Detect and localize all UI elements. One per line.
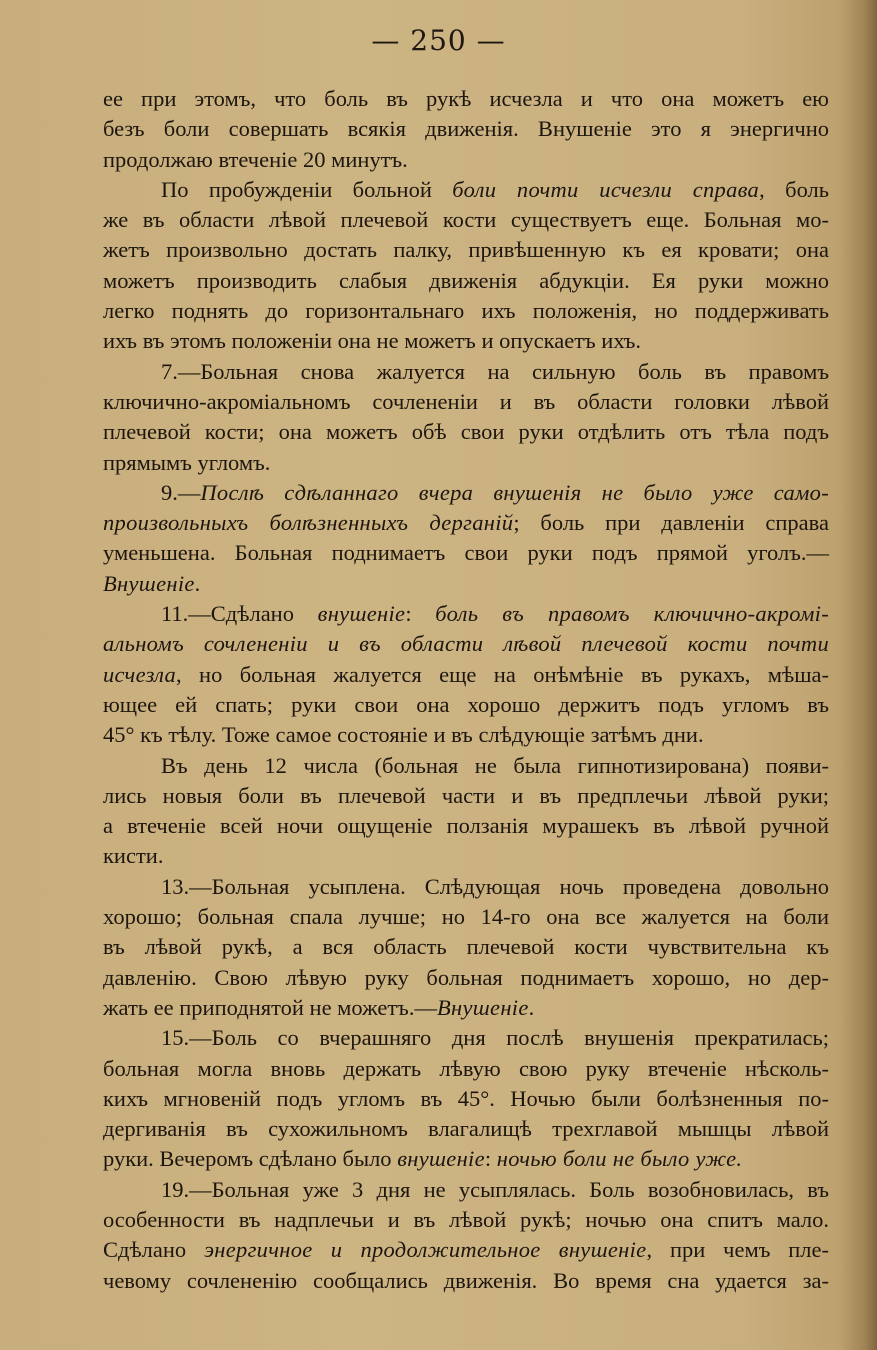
text-segment: легко поднять до горизонтальнаго ихъ положенія, но поддерживать — [103, 298, 829, 324]
page-edge-shadow — [839, 0, 877, 1350]
text-line — [103, 690, 829, 720]
text-segment: дергиванія въ сухожильномъ влагалищѣ трехглавой мышцы лѣвой — [103, 1116, 829, 1142]
italic-segment: боль въ правомъ ключично-акромі- — [435, 601, 829, 627]
text-line — [103, 357, 829, 387]
text-line — [103, 1266, 829, 1296]
text-line — [103, 872, 829, 902]
text-segment: кисти. — [103, 843, 164, 869]
text-line — [103, 1054, 829, 1084]
text-line — [103, 387, 829, 417]
text-line — [103, 508, 829, 538]
text-line — [103, 478, 829, 508]
text-segment: можетъ производить слабыя движенія абдукціи. Ея руки можно — [103, 267, 829, 293]
italic-segment: энергичное и продолжительное внушеніе — [204, 1237, 647, 1263]
text-segment: уменьшена. Больная поднимаетъ свои руки подъ прямой уголъ.— — [103, 540, 829, 566]
text-line — [103, 599, 829, 629]
text-segment: , но больная жалуется еще на онѣмѣніе въ рукахъ, мѣша- — [176, 661, 829, 687]
text-line — [103, 84, 829, 114]
text-line — [103, 1084, 829, 1114]
text-segment: ихъ въ этомъ положеніи она не можетъ и опускаетъ ихъ. — [103, 328, 641, 354]
italic-segment: Внушеніе — [103, 570, 195, 596]
text-segment: же въ области лѣвой плечевой кости существуетъ еще. Больная мо- — [103, 207, 829, 233]
text-segment: 45° къ тѣлу. Тоже самое состояніе и въ слѣдующіе затѣмъ дни. — [103, 722, 704, 748]
text-line — [103, 720, 829, 750]
text-line — [103, 1235, 829, 1265]
text-segment: ; боль при давленіи справа — [513, 510, 829, 536]
text-segment: больная могла вновь держать лѣвую свою руку втеченіе нѣсколь- — [103, 1055, 829, 1081]
text-segment: жетъ произвольно достать палку, привѣшенную къ ея кровати; она — [103, 237, 829, 263]
text-segment: 13.—Больная усыплена. Слѣдующая ночь проведена довольно — [161, 873, 829, 899]
text-line — [103, 811, 829, 841]
text-segment: ключично-акроміальномъ сочлененіи и въ области головки лѣвой — [103, 388, 829, 414]
text-segment: хорошо; больная спала лучше; но 14-го она все жалуется на боли — [103, 904, 829, 930]
text-segment: продолжаю втеченіе 20 минутъ. — [103, 146, 408, 172]
text-segment: . — [194, 570, 201, 596]
text-segment: 11.—Сдѣлано — [161, 601, 318, 627]
text-segment: 19.—Больная уже 3 дня не усыплялась. Боль возобновилась, въ — [161, 1176, 829, 1202]
text-line — [103, 751, 829, 781]
text-segment: , при чемъ пле- — [646, 1237, 829, 1263]
text-segment: По пробужденіи больной — [161, 176, 453, 202]
italic-segment: внушеніе — [397, 1146, 485, 1172]
italic-segment: исчезла — [103, 661, 177, 687]
text-line — [103, 448, 829, 478]
text-segment: давленію. Свою лѣвую руку больная поднимаетъ хорошо, но дер- — [103, 964, 829, 990]
text-line — [103, 417, 829, 447]
text-line — [103, 781, 829, 811]
text-line — [103, 932, 829, 962]
italic-segment: произвольныхъ болѣзненныхъ дерганій — [103, 510, 514, 536]
text-line — [103, 114, 829, 144]
text-segment: Сдѣлано — [103, 1237, 205, 1263]
text-segment: : — [484, 1146, 497, 1172]
text-segment: 15.—Боль со вчерашняго дня послѣ внушенія прекратилась; — [161, 1025, 829, 1051]
text-segment: : — [405, 601, 436, 627]
text-line — [103, 963, 829, 993]
text-line — [103, 538, 829, 568]
text-line — [103, 175, 829, 205]
text-segment: жать ее приподнятой не можетъ.— — [103, 994, 437, 1020]
text-segment: 9.— — [161, 479, 201, 505]
text-line — [103, 1175, 829, 1205]
text-line — [103, 902, 829, 932]
text-line — [103, 1144, 829, 1174]
text-segment: въ лѣвой рукѣ, а вся область плечевой кости чувствительна къ — [103, 934, 829, 960]
text-line — [103, 660, 829, 690]
text-segment: безъ боли совершать всякія движенія. Внушеніе это я энергично — [103, 116, 829, 142]
text-line — [103, 1023, 829, 1053]
text-segment: особенности въ надплечьи и въ лѣвой рукѣ; ночью она спитъ мало. — [103, 1206, 829, 1232]
text-segment: кихъ мгновеній подъ угломъ въ 45°. Ночью были болѣзненныя по- — [103, 1085, 829, 1111]
text-line — [103, 145, 829, 175]
text-line — [103, 569, 829, 599]
text-line — [103, 205, 829, 235]
text-segment: лись новыя боли въ плечевой части и въ предплечьи лѣвой руки; — [103, 782, 829, 808]
text-line — [103, 326, 829, 356]
italic-segment: внушеніе — [317, 601, 406, 627]
text-line — [103, 296, 829, 326]
text-segment: . — [528, 994, 535, 1020]
text-segment: руки. Вечеромъ сдѣлано было — [103, 1146, 398, 1172]
italic-segment: боли почти исчезли справа — [452, 176, 760, 202]
text-segment: , боль — [759, 176, 830, 202]
text-segment: чевому сочлененію сообщались движенія. Во время сна удается за- — [103, 1267, 829, 1293]
text-segment: плечевой кости; она можетъ обѣ свои руки отдѣлить отъ тѣла подъ — [103, 419, 829, 445]
text-segment: 7.—Больная снова жалуется на сильную боль въ правомъ — [161, 358, 829, 384]
body-text — [103, 84, 829, 1296]
italic-segment: альномъ сочлененіи и въ области лѣвой плечевой кости почти — [103, 631, 829, 657]
text-line — [103, 1114, 829, 1144]
page-number: — 250 — — [371, 24, 506, 57]
text-line — [103, 841, 829, 871]
text-segment: ее при этомъ, что боль въ рукѣ исчезла и что она можетъ ею — [103, 86, 829, 111]
text-line — [103, 1205, 829, 1235]
text-segment: а втеченіе всей ночи ощущеніе ползанія мурашекъ въ лѣвой ручной — [103, 813, 829, 839]
text-line — [103, 629, 829, 659]
text-segment: прямымъ угломъ. — [103, 449, 271, 475]
italic-segment: Послѣ сдѣланнаго вчера внушенія не было уже само- — [200, 479, 829, 505]
text-line — [103, 266, 829, 296]
text-segment: ющее ей спать; руки свои она хорошо держитъ подъ угломъ въ — [103, 691, 829, 717]
text-line — [103, 993, 829, 1023]
text-line — [103, 235, 829, 265]
italic-segment: Внушеніе — [436, 994, 529, 1020]
text-segment: Въ день 12 числа (больная не была гипнотизирована) появи- — [161, 752, 829, 778]
italic-segment: ночью боли не было уже. — [496, 1146, 743, 1172]
